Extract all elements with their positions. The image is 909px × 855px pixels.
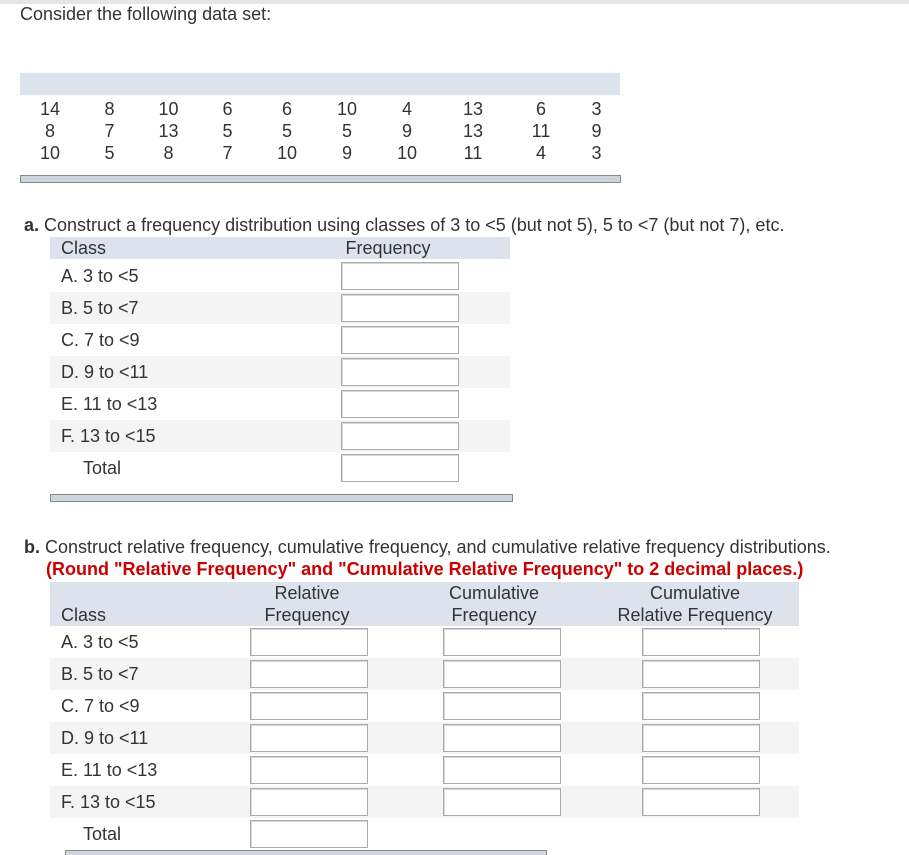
frequency-input[interactable] — [341, 358, 459, 386]
frequency-table — [50, 237, 510, 487]
relative-frequency-input-text[interactable] — [251, 661, 367, 687]
dataset-value: 7 — [222, 143, 233, 163]
part-a-question-text: Construct a frequency distribution using classes of 3 to <5 (but not 5), 5 to <7 (but not 7), etc. — [44, 215, 785, 235]
relative-frequency-input-text[interactable] — [251, 693, 367, 719]
cumulative-frequency-input[interactable] — [443, 660, 561, 688]
cumulative-relative-frequency-header-line2: Relative Frequency — [617, 605, 773, 625]
relative-frequency-input[interactable] — [250, 628, 368, 656]
dataset-value: 5 — [341, 121, 352, 141]
relative-frequency-total-input[interactable] — [250, 820, 368, 848]
class-label: E. 11 to <13 — [61, 394, 158, 414]
frequency-input[interactable] — [341, 262, 459, 290]
dataset-value: 10 — [158, 99, 179, 119]
relative-frequency-input[interactable] — [250, 692, 368, 720]
dataset-value: 3 — [591, 143, 602, 163]
relative-frequency-header-line2: Frequency — [264, 605, 350, 625]
class-label: F. 13 to <15 — [61, 792, 156, 812]
rounding-instruction: (Round "Relative Frequency" and "Cumulative Relative Frequency" to 2 decimal places.) — [46, 559, 804, 579]
dataset-value: 8 — [163, 143, 174, 163]
dataset-value: 4 — [535, 143, 546, 163]
distribution-table-row — [50, 754, 799, 786]
cumulative-relative-frequency-input-text[interactable] — [643, 725, 759, 751]
class-label: B. 5 to <7 — [61, 664, 139, 684]
relative-frequency-input-text[interactable] — [251, 789, 367, 815]
dataset-value: 8 — [44, 121, 55, 141]
dataset-value: 10 — [276, 143, 298, 163]
frequency-input[interactable] — [341, 294, 459, 322]
cumulative-relative-frequency-input[interactable] — [642, 660, 760, 688]
dataset-value: 5 — [281, 121, 292, 141]
dataset-value: 8 — [104, 99, 115, 119]
part-a-question — [24, 215, 784, 236]
distribution-table-row — [50, 658, 799, 690]
cumulative-relative-frequency-input[interactable] — [642, 756, 760, 784]
frequency-table-row — [50, 356, 510, 388]
cumulative-frequency-input-text[interactable] — [444, 789, 560, 815]
frequency-table-row — [50, 292, 510, 324]
frequency-table-row — [50, 420, 510, 452]
dataset-scrollbar[interactable] — [20, 175, 621, 183]
dataset-value: 9 — [341, 143, 352, 163]
class-label: A. 3 to <5 — [61, 266, 139, 286]
frequency-input-text[interactable] — [342, 327, 458, 353]
dataset-value: 4 — [401, 99, 412, 119]
frequency-total-row — [50, 452, 510, 484]
dataset-value: 11 — [531, 121, 551, 141]
cumulative-frequency-input-text[interactable] — [444, 693, 560, 719]
distribution-table-header — [50, 582, 799, 626]
frequency-table-row — [50, 388, 510, 420]
frequency-table-scrollbar[interactable] — [50, 494, 513, 502]
dataset-value: 13 — [158, 121, 179, 141]
class-header: Class — [61, 238, 107, 258]
distribution-table-scrollbar[interactable] — [65, 850, 547, 855]
part-b-question — [24, 537, 831, 558]
cumulative-relative-frequency-input-text[interactable] — [643, 629, 759, 655]
frequency-total-input-text[interactable] — [342, 455, 458, 481]
cumulative-relative-frequency-input[interactable] — [642, 692, 760, 720]
relative-frequency-input[interactable] — [250, 660, 368, 688]
dataset-value: 3 — [591, 99, 602, 119]
frequency-input[interactable] — [341, 422, 459, 450]
dataset-table — [20, 73, 620, 164]
cumulative-relative-frequency-input[interactable] — [642, 788, 760, 816]
cumulative-relative-frequency-input-text[interactable] — [643, 693, 759, 719]
total-label: Total — [83, 824, 122, 844]
relative-frequency-input[interactable] — [250, 724, 368, 752]
relative-frequency-input-text[interactable] — [251, 725, 367, 751]
cumulative-frequency-input-text[interactable] — [444, 725, 560, 751]
intro-text: Consider the following data set: — [20, 4, 272, 24]
relative-frequency-input[interactable] — [250, 756, 368, 784]
dataset-value: 10 — [396, 143, 418, 163]
dataset-value: 11 — [463, 143, 483, 163]
relative-frequency-header-line1: Relative — [274, 583, 340, 603]
part-a-prefix: a. — [24, 215, 40, 235]
frequency-total-input[interactable] — [341, 454, 459, 482]
class-label: C. 7 to <9 — [61, 696, 140, 716]
class-label: D. 9 to <11 — [61, 728, 149, 748]
cumulative-relative-frequency-header-line1: Cumulative — [649, 583, 741, 603]
cumulative-frequency-input-text[interactable] — [444, 757, 560, 783]
relative-frequency-total-input-text[interactable] — [251, 821, 367, 847]
cumulative-relative-frequency-input-text[interactable] — [643, 789, 759, 815]
dataset-value: 10 — [39, 143, 61, 163]
class-label: B. 5 to <7 — [61, 298, 139, 318]
frequency-input[interactable] — [341, 390, 459, 418]
frequency-input-text[interactable] — [342, 359, 458, 385]
dataset-value: 5 — [222, 121, 233, 141]
part-b-question-text: Construct relative frequency, cumulative frequency, and cumulative relative frequency distributions. — [45, 537, 831, 557]
distribution-table-row — [50, 786, 799, 818]
distribution-table-row — [50, 690, 799, 722]
dataset-value: 6 — [281, 99, 292, 119]
dataset-value: 10 — [336, 99, 358, 119]
cumulative-relative-frequency-input[interactable] — [642, 628, 760, 656]
cumulative-frequency-input-text[interactable] — [444, 629, 560, 655]
dataset-value: 5 — [104, 143, 115, 163]
class-label: C. 7 to <9 — [61, 330, 140, 350]
dataset-value: 6 — [535, 99, 546, 119]
part-b-prefix: b. — [24, 537, 40, 557]
relative-frequency-input-text[interactable] — [251, 629, 367, 655]
frequency-table-row — [50, 324, 510, 356]
cumulative-frequency-input[interactable] — [443, 756, 561, 784]
frequency-input[interactable] — [341, 326, 459, 354]
cumulative-frequency-header-line2: Frequency — [451, 605, 537, 625]
distribution-table-row — [50, 722, 799, 754]
frequency-table-header — [50, 237, 510, 259]
cumulative-frequency-input[interactable] — [443, 628, 561, 656]
distribution-total-row — [50, 818, 799, 850]
cumulative-frequency-input-text[interactable] — [444, 661, 560, 687]
dataset-value: 14 — [39, 99, 61, 119]
cumulative-frequency-input[interactable] — [443, 724, 561, 752]
distribution-table-row — [50, 626, 799, 658]
cumulative-relative-frequency-input-text[interactable] — [643, 661, 759, 687]
class-label: D. 9 to <11 — [61, 362, 149, 382]
class-label: E. 11 to <13 — [61, 760, 158, 780]
frequency-input-text[interactable] — [342, 295, 458, 321]
class-label: F. 13 to <15 — [61, 426, 156, 446]
relative-frequency-input-text[interactable] — [251, 757, 367, 783]
relative-frequency-input[interactable] — [250, 788, 368, 816]
frequency-input-text[interactable] — [342, 423, 458, 449]
cumulative-frequency-header-line1: Cumulative — [448, 583, 540, 603]
dataset-value: 9 — [591, 121, 602, 141]
cumulative-frequency-input[interactable] — [443, 788, 561, 816]
frequency-table-row — [50, 260, 510, 292]
dataset-value: 9 — [401, 121, 412, 141]
dataset-value: 6 — [222, 99, 233, 119]
dataset-value: 13 — [462, 121, 484, 141]
dataset-value: 7 — [104, 121, 115, 141]
class-label: A. 3 to <5 — [61, 632, 139, 652]
total-label: Total — [83, 458, 122, 478]
dataset-grid — [20, 98, 620, 164]
class-header-b: Class — [61, 605, 107, 625]
frequency-input-text[interactable] — [342, 391, 458, 417]
dataset-value: 13 — [462, 99, 484, 119]
cumulative-relative-frequency-input-text[interactable] — [643, 757, 759, 783]
frequency-header: Frequency — [345, 238, 431, 258]
distribution-table — [50, 582, 799, 854]
cumulative-frequency-input[interactable] — [443, 692, 561, 720]
cumulative-relative-frequency-input[interactable] — [642, 724, 760, 752]
frequency-input-text[interactable] — [342, 263, 458, 289]
dataset-header-bar — [20, 73, 620, 95]
